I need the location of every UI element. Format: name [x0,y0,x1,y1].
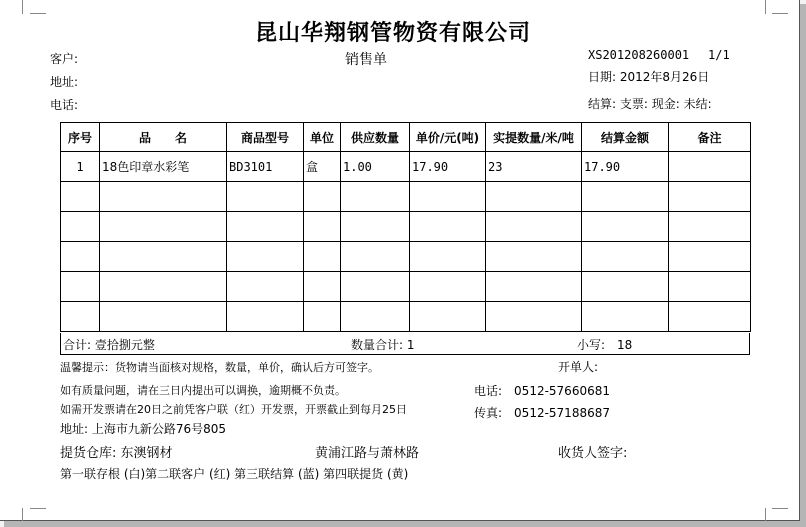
page-number: 1/1 [708,48,730,62]
customer-label: 客户: [50,52,79,66]
crop-mark [772,508,788,509]
quality-notice: 如有质量问题，请在三日内提出可以调换，逾期概不负责。 [60,384,346,397]
crop-mark [772,13,788,14]
column-header: 单价/元(吨) [410,123,486,152]
sales-table [60,122,751,332]
document-number: XS201208260001 [588,48,690,62]
subtotal-amount: 小写: 18 [577,338,633,352]
table-row-empty [61,182,751,212]
reminder-text: 温馨提示：货物请当面核对规格，数量，单价，确认后方可签字。 [60,361,379,374]
table-row-empty [61,272,751,302]
telephone: 电话: 0512-57660681 [474,384,610,398]
table-row [61,152,751,182]
column-header: 序号 [61,123,100,152]
receiver-signature-label: 收货人签字: [558,446,628,461]
pickup-warehouse: 提货仓库: 东澳钢材 [60,446,173,461]
column-header: 实提数量/米/吨 [486,123,582,152]
copy-distribution: 第一联存根 (白)第二联客户 (红) 第三联结算 (蓝) 第四联提货 (黄) [60,467,409,481]
table-cell: 18色印章水彩笔 [100,152,227,182]
fax: 传真: 0512-57188687 [474,406,610,420]
table-row-empty [61,302,751,332]
issuer-label: 开单人: [558,360,599,374]
crop-mark [30,508,46,509]
table-row-empty [61,242,751,272]
settlement-field: 结算: 支票: 现金: 未结: [588,97,712,111]
column-header: 单位 [304,123,341,152]
page-shadow-bottom [4,521,806,527]
table-cell: 17.90 [582,152,669,182]
date-field: 日期: 2012年8月26日 [588,70,710,84]
crop-mark [22,0,23,14]
total-amount-words: 合计: 壹拾捌元整 [63,338,155,352]
crop-mark [22,508,23,521]
column-header: 品 名 [100,123,227,152]
table-cell: BD3101 [227,152,304,182]
table-row-empty [61,212,751,242]
company-name: 昆山华翔钢管物资有限公司 [255,21,532,46]
table-cell: 17.90 [410,152,486,182]
totals-row [60,333,750,355]
quantity-total: 数量合计: 1 [351,338,415,352]
table-header-row [61,123,751,152]
column-header: 供应数量 [341,123,410,152]
company-address: 地址: 上海市九新公路76号805 [60,422,227,436]
crop-mark [765,0,766,14]
column-header: 商品型号 [227,123,304,152]
table-cell: 1 [61,152,100,182]
table-cell: 1.00 [341,152,410,182]
crop-mark [30,13,46,14]
crop-mark [765,508,766,521]
table-cell: 23 [486,152,582,182]
warehouse-location: 黄浦江路与萧林路 [315,446,420,461]
column-header: 结算金额 [582,123,669,152]
address-label: 地址: [50,75,79,89]
table-cell: 盒 [304,152,341,182]
page-shadow-right [800,4,806,527]
table-cell [669,152,751,182]
phone-label: 电话: [50,98,79,112]
document-title: 销售单 [345,52,387,68]
invoice-notice: 如需开发票请在20日之前凭客户联（红）开发票，开票截止到每月25日 [60,403,407,416]
column-header: 备注 [669,123,751,152]
